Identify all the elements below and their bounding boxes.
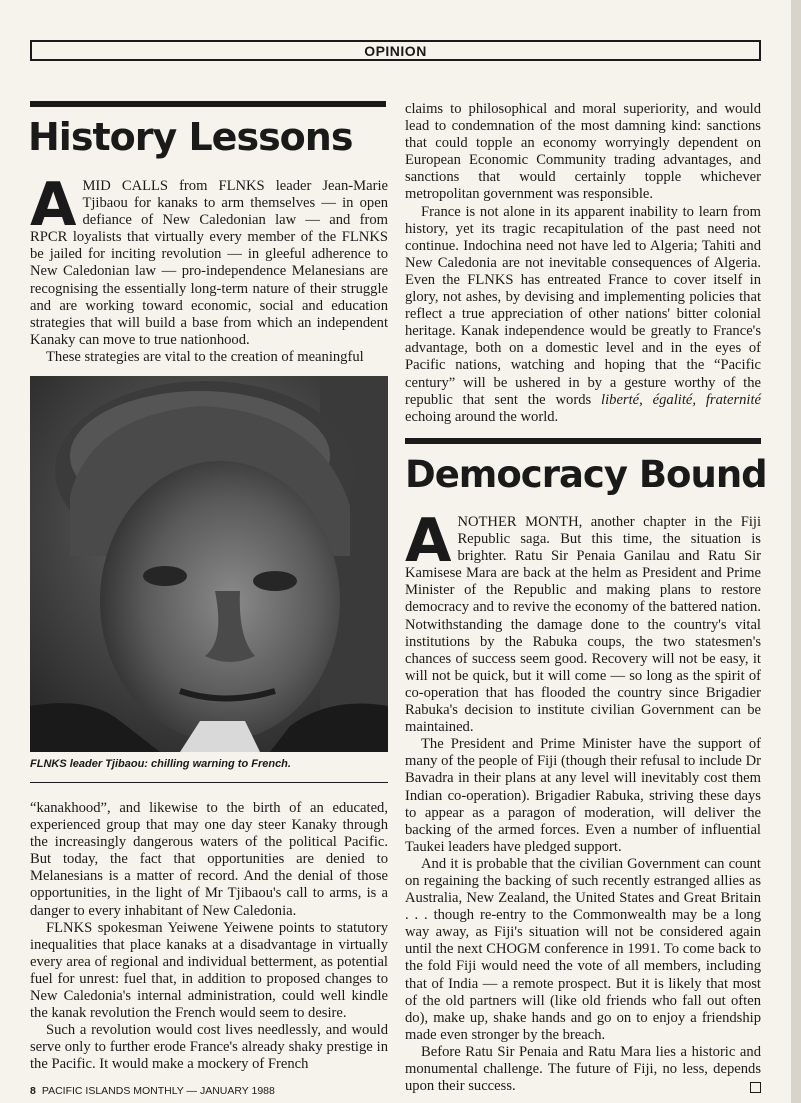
article2-paragraph-2: The President and Prime Minister have the support of many of the people of Fiji (though their refusal to include Dr Bavadra in their plans at any level will inevitably cost them Indian co-operation). Brigadier Rabuka, striving these days to appear as a paragon of moderation, will deliver the backing of the armed forces. Even a number of influential Taukei leaders have pledged support. bbox=[405, 736, 761, 855]
page-number: 8 bbox=[30, 1085, 36, 1097]
caption-rule bbox=[30, 782, 388, 783]
article1-column-bottom bbox=[30, 800, 388, 1074]
end-of-article-icon bbox=[750, 1082, 761, 1093]
photo-caption: FLNKS leader Tjibaou: chilling warning to French. bbox=[30, 758, 291, 770]
article1-paragraph-5: France is not alone in its apparent inability to learn from history, yet its tragic recapitulation of the past need not continue. Indochina need not have led to Algeria; Tahiti and New Caledonia are not inevitable consequences of Algeria. Even the FLNKS has entreated France to cover itself in glory, not ashes, by devising and implementing policies that reflect a true appreciation of other nations' bitter colonial heritage. Kanak independence would be greatly to France's advantage, both on a domestic level and in the eyes of Pacific nations, watching and hoping that the “Pacific century” will be ushered in by a gesture worthy of the republic that sent the words liberté, égalité, fraternité echoing around the world. bbox=[405, 203, 762, 425]
article1-column-top bbox=[30, 170, 388, 366]
article2-column bbox=[405, 506, 761, 1095]
headline-democracy-bound: Democracy Bound bbox=[405, 453, 767, 496]
article1-column-right bbox=[405, 101, 761, 426]
photo-tjibaou bbox=[30, 376, 388, 752]
headline-history-lessons: History Lessons bbox=[28, 115, 353, 159]
article1-paragraph-4: Such a revolution would cost lives needlessly, and would serve only to further erode France's already shaky prestige in the Pacific. It would make a mockery of French bbox=[30, 1022, 388, 1073]
section-header bbox=[30, 40, 761, 61]
article2-paragraph-3: And it is probable that the civilian Government can count on regaining the backing of such recently estranged allies as Australia, New Zealand, the United States and Great Britain . . . though re-entry to the Commonwealth may be a long way away, as Fiji's situation will not be considered again until the next CHOGM conference in 1991. To come back to the fold Fiji would need the vote of all members, including that of India — a remote prospect. But it is likely that most of the old partners will (like old friends who fall out often do), make up, shake hands and go on to enjoy a friendship made even stronger by the breach. bbox=[405, 855, 761, 1043]
article1-paragraph-2: These strategies are vital to the creation of meaningful bbox=[46, 348, 364, 365]
article1-paragraph-3: FLNKS spokesman Yeiwene Yeiwene points to statutory inequalities that place kanaks at a disadvantage in virtually every area of regional and individual betterment, as potential fuel for unrest: fuel that, in addition to proposed changes to New Caledonia's internal administration, could well kindle the kanak revolution the French would seem to desire. bbox=[30, 919, 388, 1022]
headline-rule-1 bbox=[30, 101, 386, 107]
footer-text: PACIFIC ISLANDS MONTHLY — JANUARY 1988 bbox=[41, 1085, 275, 1097]
portrait-image bbox=[30, 376, 388, 752]
section-label: OPINION bbox=[364, 42, 427, 59]
page-edge bbox=[791, 0, 801, 1103]
page-footer bbox=[30, 1085, 275, 1097]
article1-paragraph-1: AMID CALLS from FLNKS leader Jean-Marie Tjibaou for kanaks to arm themselves — in open defiance of New Caledonian law — and from RPCR loyalists that virtually every member of the FLNKS be jailed for inciting revolution — in gleeful adherence to New Caledonian law — pro-independence Melanesians are recognising the essentially long-term nature of their struggle and are working toward economic, social and education strategies that will build a base from which an independent Kanaky can move to true nationhood. bbox=[30, 170, 388, 348]
article1-paragraph-4-cont: claims to philosophical and moral superiority, and would lead to condemnation of the most damning kind: sanctions that could topple an economy worryingly dependent on European Economic Community trading advantages, and sanctions that would certainly topple whichever metropolitan government was responsible. bbox=[405, 101, 761, 203]
article2-paragraph-1: ANOTHER MONTH, another chapter in the Fiji Republic saga. But this time, the situation is brighter. Ratu Sir Penaia Ganilau and Ratu Sir Kamisese Mara are back at the helm as President and Prime Minister of the Republic and making plans to restore democracy and to revive the economy of the battered nation. Notwithstanding the damage done to the country's vital institutions by the Rabuka coups, the two statesmen's chances of success seem good. Recovery will not be easy, it will not be quick, but it will come — so long as the spirit of co-operation that has flooded the country since Brigadier Rabuka's decision to institute civilian Government can be maintained. bbox=[405, 506, 761, 736]
headline-rule-2 bbox=[405, 438, 761, 444]
dropcap: A bbox=[30, 170, 77, 240]
article1-paragraph-2-cont: “kanakhood”, and likewise to the birth of an educated, experienced group that may one day steer Kanaky through the increasingly dangerous waters of the political Pacific. But today, the fact that opportunities are denied to Melanesians is a matter of record. And the denial of those opportunities, in the light of Mr Tjibaou's call to arms, is a danger to every inhabitant of New Caledonia. bbox=[30, 800, 388, 919]
dropcap: A bbox=[405, 506, 452, 576]
article2-paragraph-4: Before Ratu Sir Penaia and Ratu Mara lies a historic and monumental challenge. The future of Fiji, no less, depends upon their success. bbox=[405, 1043, 761, 1095]
